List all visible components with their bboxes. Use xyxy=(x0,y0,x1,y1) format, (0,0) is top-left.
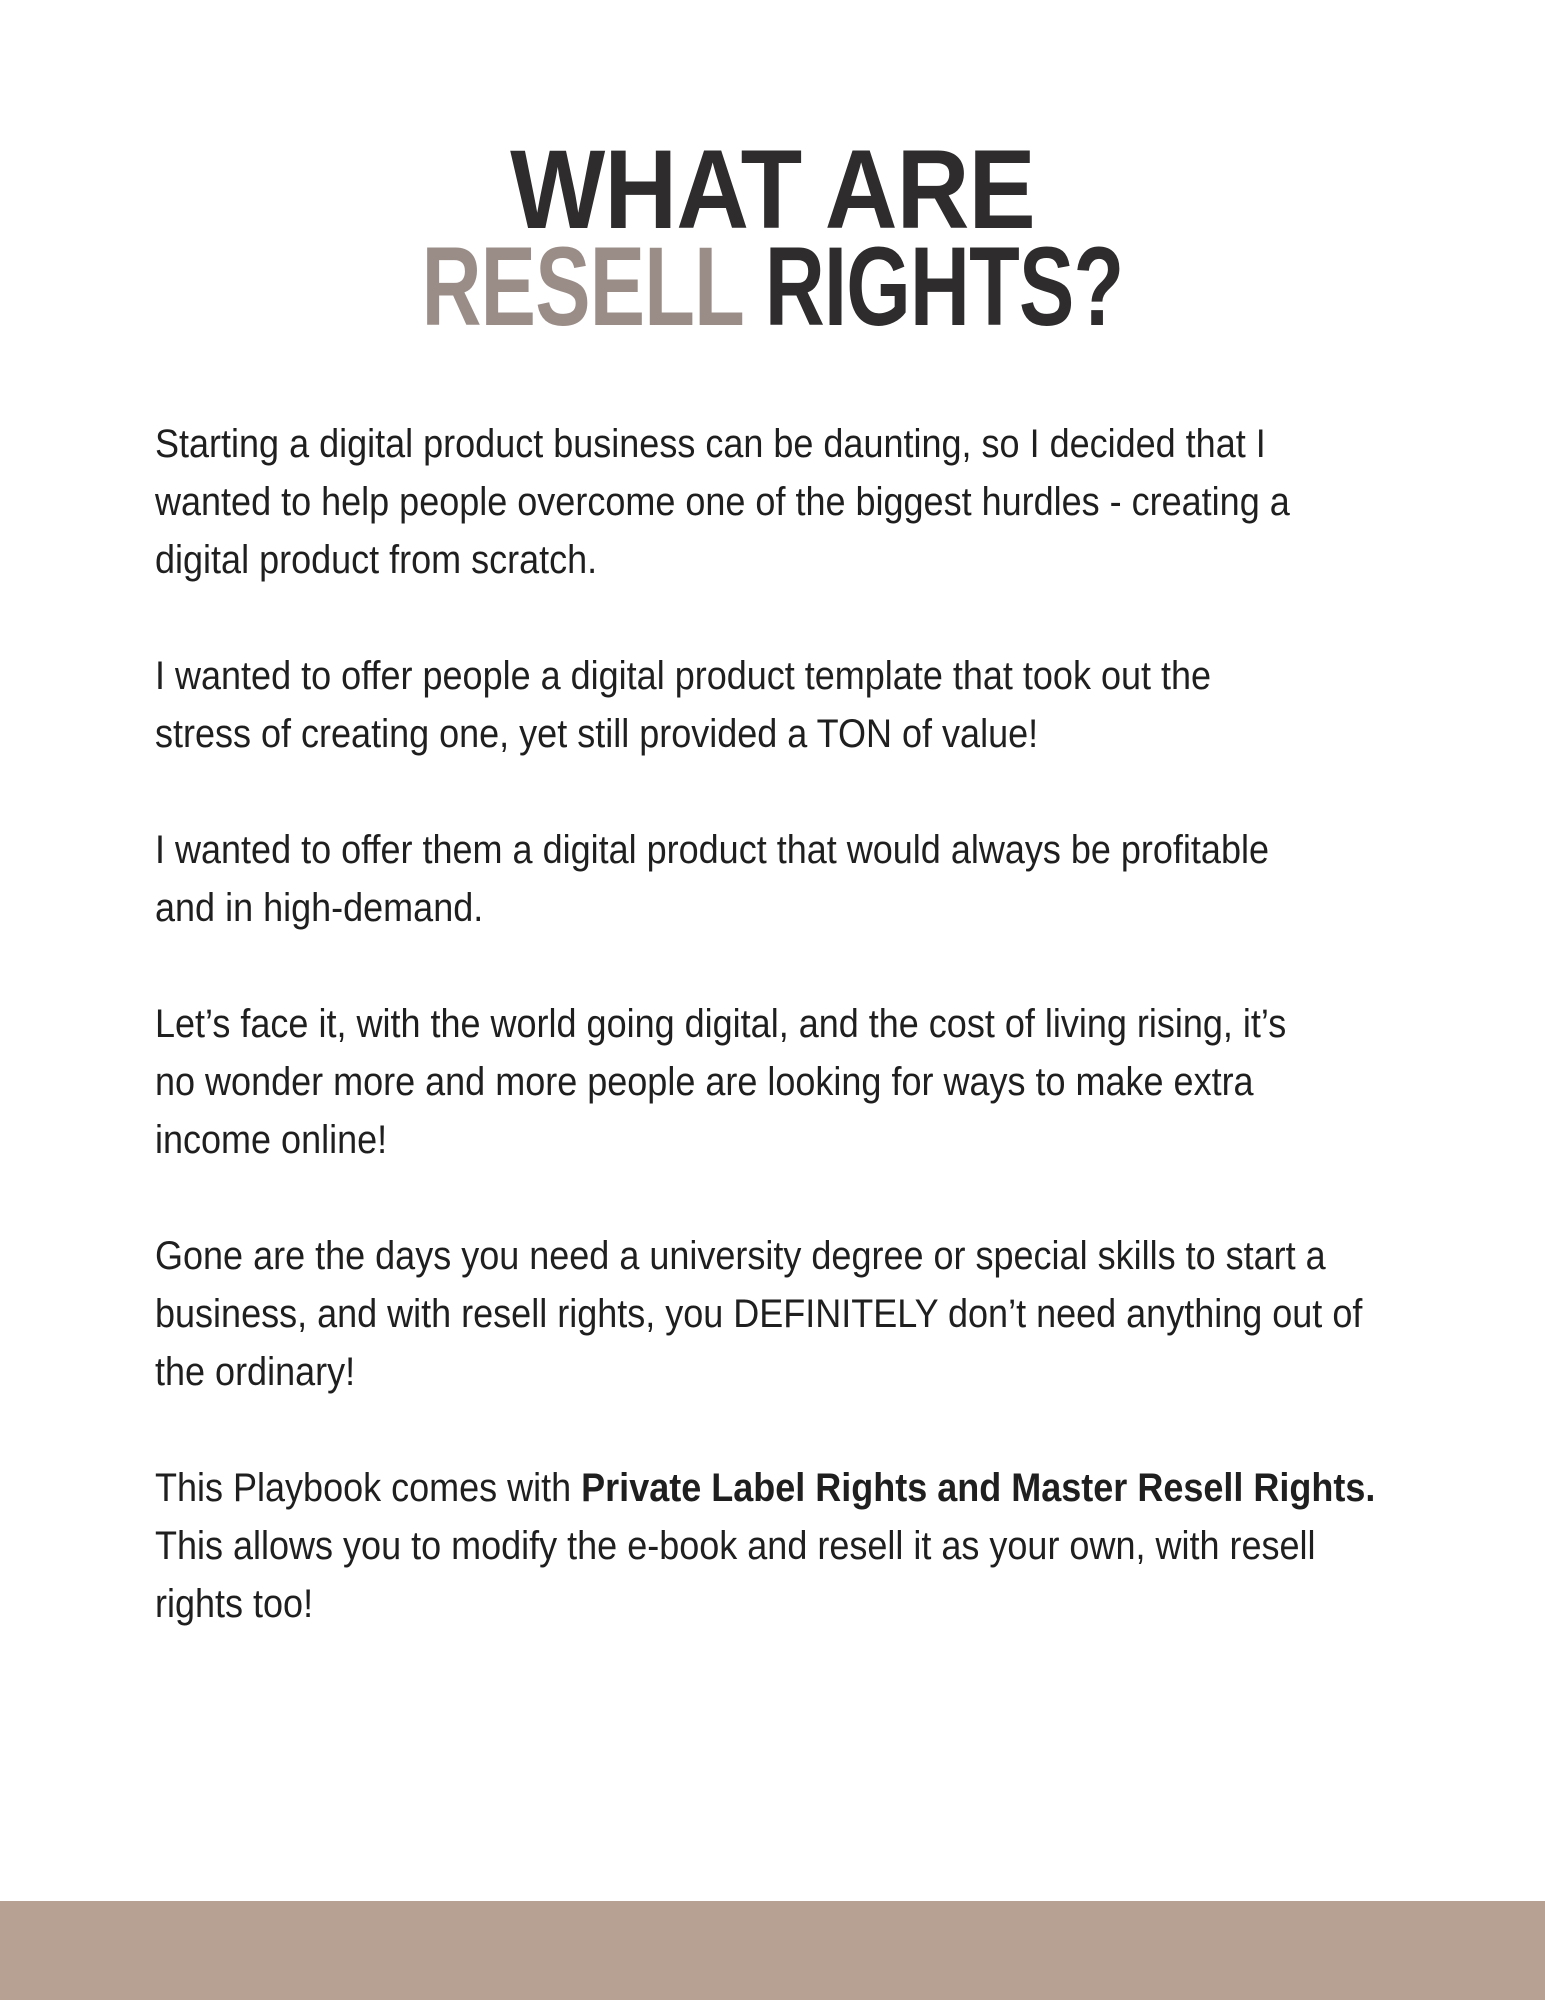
paragraph xyxy=(155,821,1505,937)
title-line-1: WHAT ARE xyxy=(510,127,1035,252)
title-accent-word: RESELL xyxy=(421,224,743,349)
paragraph xyxy=(155,1459,1505,1633)
text-run: I wanted to offer them a digital product that would always be profitable xyxy=(155,828,1270,872)
paragraph xyxy=(155,995,1505,1169)
text-run: business, and with resell rights, you DEFINITELY don’t need anything out of xyxy=(155,1292,1363,1336)
footer-bar xyxy=(0,1901,1545,2000)
paragraph xyxy=(155,415,1505,589)
text-run: Gone are the days you need a university degree or special skills to start a xyxy=(155,1234,1326,1278)
text-run: Let’s face it, with the world going digital, and the cost of living rising, it’s xyxy=(155,1002,1287,1046)
text-run: rights too! xyxy=(155,1582,314,1626)
text-run: and in high-demand. xyxy=(155,886,484,930)
title-line-2-rest: RIGHTS? xyxy=(742,224,1124,349)
text-run: stress of creating one, yet still provided a TON of value! xyxy=(155,712,1039,756)
text-run: wanted to help people overcome one of the biggest hurdles - creating a xyxy=(155,480,1290,524)
text-run: Starting a digital product business can be daunting, so I decided that I xyxy=(155,422,1266,466)
paragraph xyxy=(155,1227,1505,1401)
text-run: no wonder more and more people are looking for ways to make extra xyxy=(155,1060,1254,1104)
text-run: digital product from scratch. xyxy=(155,538,598,582)
paragraph xyxy=(155,647,1505,763)
text-run: income online! xyxy=(155,1118,388,1162)
text-run: I wanted to offer people a digital product template that took out the xyxy=(155,654,1212,698)
text-run: This Playbook comes with xyxy=(155,1466,582,1510)
body-text xyxy=(155,415,1505,1633)
page-title xyxy=(0,127,1545,349)
bold-text: Private Label Rights and Master Resell Rights. xyxy=(581,1466,1376,1510)
title-line-2 xyxy=(201,224,1344,349)
text-run: the ordinary! xyxy=(155,1350,356,1394)
text-run: This allows you to modify the e-book and resell it as your own, with resell xyxy=(155,1524,1316,1568)
